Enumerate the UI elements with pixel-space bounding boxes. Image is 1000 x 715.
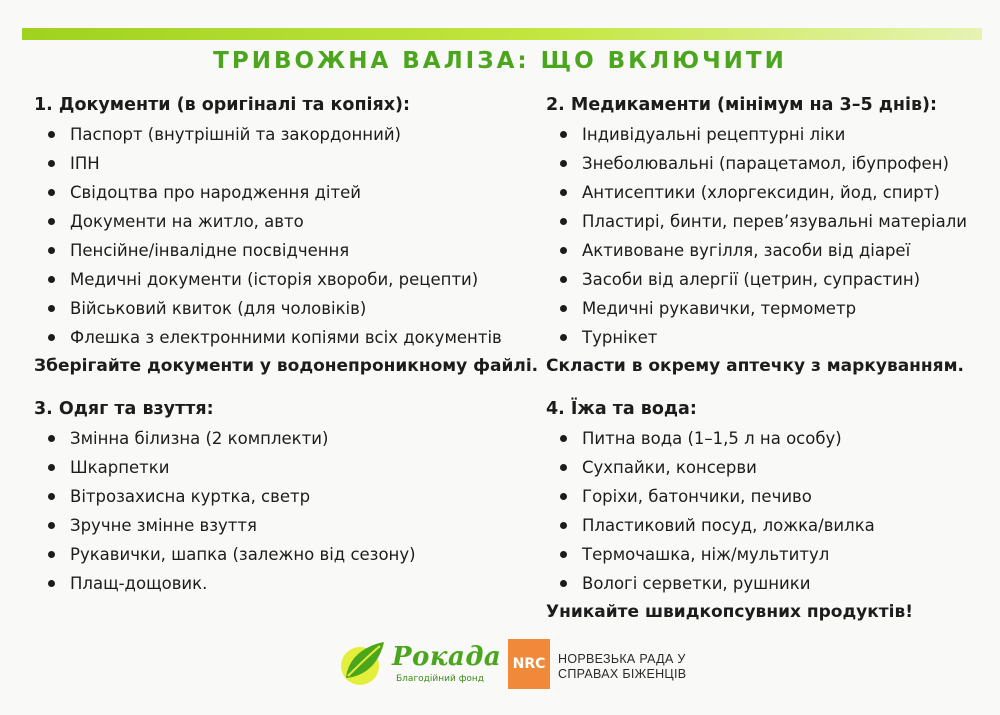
section-clothing [34,398,416,598]
bullet-icon [560,334,567,341]
list-item-text: Турнікет [582,328,658,347]
bullet-icon [48,160,55,167]
bullet-icon [48,580,55,587]
list-item-text: Пластиковий посуд, ложка/вилка [582,516,875,535]
list-item [34,120,538,149]
nrc-name [558,652,686,682]
list-item [546,149,967,178]
list-item-text: Вологі серветки, рушники [582,574,811,593]
bullet-icon [48,305,55,312]
list-item-text: Знеболювальні (парацетамол, ібупрофен) [582,154,949,173]
list-item-text: Медичні документи (історія хвороби, рецепти) [70,270,479,289]
bullet-icon [48,247,55,254]
page-title: ТРИВОЖНА ВАЛІЗА: ЩО ВКЛЮЧИТИ [213,48,787,74]
list-item-text: Сухпайки, консерви [582,458,757,477]
list-item-text: Пластирі, бинти, перев’язувальні матеріали [582,212,968,231]
list-item [546,424,913,453]
list-item [34,453,416,482]
bullet-icon [560,276,567,283]
bullet-icon [560,435,567,442]
section-medicines [546,94,967,378]
list-item [34,482,416,511]
list-item-text: Пенсійне/інвалідне посвідчення [70,241,350,260]
bullet-icon [48,276,55,283]
bullet-icon [560,580,567,587]
section-note: Зберігайте документи у водонепроникному файлі. [34,356,539,376]
list-item-text: Питна вода (1–1,5 л на особу) [582,429,842,448]
top-accent-bar [22,28,982,40]
section-heading: 2. Медикаменти (мінімум на 3–5 днів): [546,95,938,115]
leaf-icon [340,638,388,690]
list-item [546,120,967,149]
list-item-text: Флешка з електронними копіями всіх документів [70,328,502,347]
nrc-line-1: НОРВЕЗЬКА РАДА У [558,652,686,666]
list-item-text: Змінна білизна (2 комплекти) [70,429,329,448]
list-item [546,453,913,482]
bullet-icon [48,189,55,196]
list-item-text: Індивідуальні рецептурні ліки [582,125,846,144]
bullet-icon [560,522,567,529]
list-item [34,236,538,265]
list-item [34,207,538,236]
list-item-text: Паспорт (внутрішній та закордонний) [70,125,401,144]
list-item [546,236,967,265]
list-item [34,424,416,453]
list-item-text: Засоби від алергії (цетрин, супрастин) [582,270,921,289]
list-item-text: Свідоцтва про народження дітей [70,183,361,202]
rokada-subtitle: Благодійний фонд [396,674,485,684]
list-item [546,265,967,294]
section-documents [34,94,538,378]
list-item-text: Плащ-дощовик. [70,574,208,593]
list-item-text: Медичні рукавички, термометр [582,299,857,318]
list-item [34,511,416,540]
bullet-icon [560,464,567,471]
list-item [546,323,967,352]
list-item-text: Документи на житло, авто [70,212,304,231]
list-item-text: Шкарпетки [70,458,170,477]
list-item [546,511,913,540]
bullet-icon [560,493,567,500]
list-item-text: ІПН [70,154,100,173]
rokada-name: Рокада [392,642,502,672]
list-item-text: Антисептики (хлоргексидин, йод, спирт) [582,183,940,202]
list-item [546,178,967,207]
bullet-icon [48,551,55,558]
bullet-icon [560,189,567,196]
bullet-icon [560,218,567,225]
list-item-text: Зручне змінне взуття [70,516,257,535]
bullet-icon [560,305,567,312]
section-heading: 4. Їжа та вода: [546,399,697,419]
bullet-icon [48,218,55,225]
list-item [34,149,538,178]
nrc-line-2: СПРАВАХ БІЖЕНЦІВ [558,667,687,681]
nrc-badge: NRC [508,639,550,689]
list-item [34,294,538,323]
bullet-icon [48,334,55,341]
footer-logos [340,636,700,696]
list-item-text: Рукавички, шапка (залежно від сезону) [70,545,416,564]
section-heading: 1. Документи (в оригіналі та копіях): [34,95,411,115]
list-item-text: Горіхи, батончики, печиво [582,487,812,506]
list-item [34,178,538,207]
list-item-text: Військовий квиток (для чоловіків) [70,299,367,318]
list-item-text: Активоване вугілля, засоби від діареї [582,241,911,260]
list-item [546,294,967,323]
bullet-icon [560,160,567,167]
list-item-text: Термочашка, ніж/мультитул [582,545,830,564]
list-item [546,569,913,598]
list-item [546,540,913,569]
section-note: Уникайте швидкопсувних продуктів! [546,602,913,622]
bullet-icon [560,551,567,558]
item-list [546,424,913,598]
section-food-water [546,398,913,624]
bullet-icon [48,435,55,442]
list-item [34,569,416,598]
bullet-icon [48,493,55,500]
item-list [34,120,538,352]
list-item [34,323,538,352]
list-item [546,482,913,511]
bullet-icon [48,464,55,471]
section-heading: 3. Одяг та взуття: [34,399,214,419]
rokada-logo [340,636,502,696]
list-item [546,207,967,236]
list-item-text: Вітрозахисна куртка, светр [70,487,311,506]
list-item [34,265,538,294]
bullet-icon [560,247,567,254]
item-list [546,120,967,352]
item-list [34,424,416,598]
section-note: Скласти в окрему аптечку з маркуванням. [546,356,964,376]
bullet-icon [48,131,55,138]
bullet-icon [48,522,55,529]
bullet-icon [560,131,567,138]
list-item [34,540,416,569]
